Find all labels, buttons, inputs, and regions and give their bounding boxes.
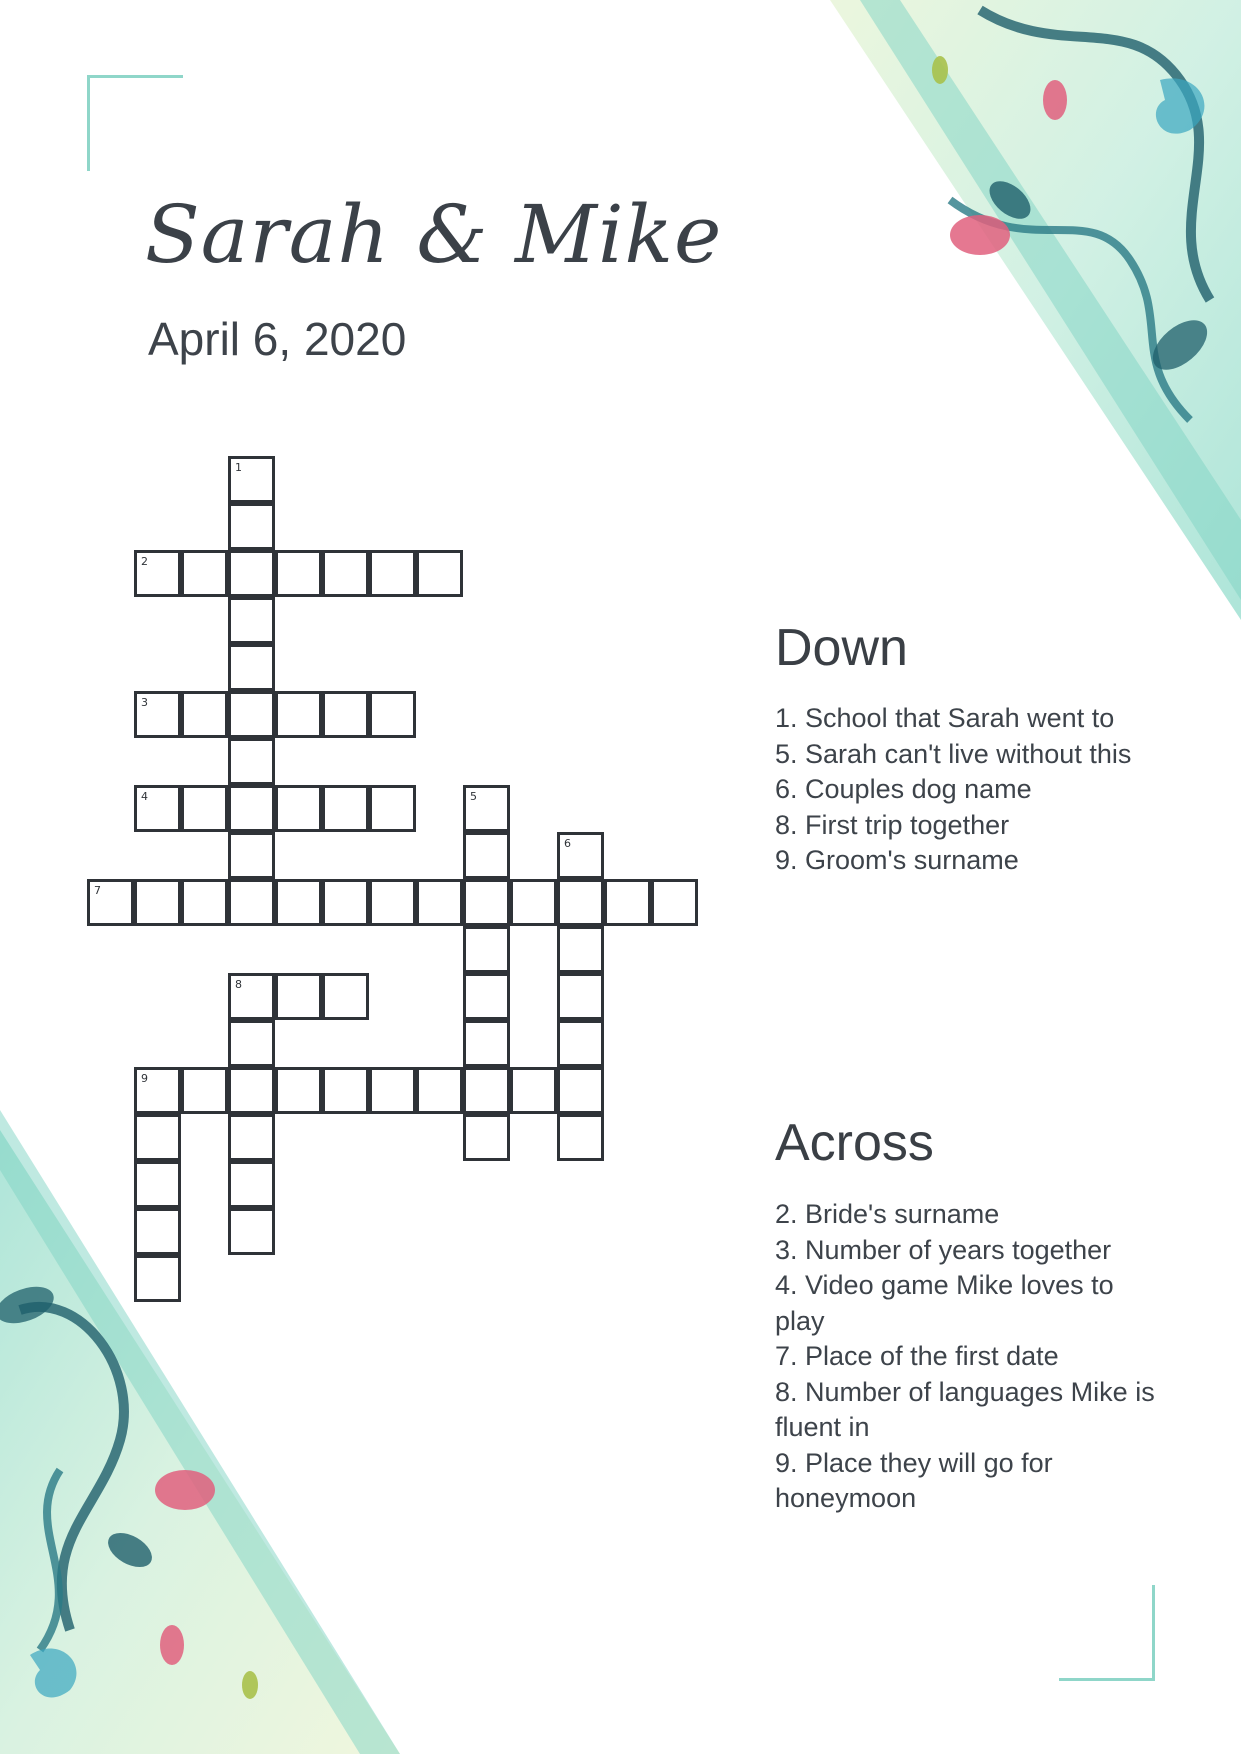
crossword-cell[interactable] <box>228 1208 275 1255</box>
crossword-cell[interactable] <box>228 456 275 503</box>
cell-number: 8 <box>235 978 242 991</box>
crossword-cell[interactable] <box>228 832 275 879</box>
crossword-cell[interactable] <box>557 879 604 926</box>
crossword-cell[interactable] <box>369 691 416 738</box>
across-clues-heading: Across <box>775 1114 934 1172</box>
crossword-cell[interactable] <box>134 1255 181 1302</box>
across-clue: 4. Video game Mike loves to play <box>775 1270 1114 1336</box>
wedding-date: April 6, 2020 <box>148 313 407 365</box>
cell-number: 2 <box>141 555 148 568</box>
crossword-cell[interactable] <box>510 879 557 926</box>
crossword-cell[interactable] <box>416 879 463 926</box>
crossword-cell[interactable] <box>134 691 181 738</box>
crossword-cell[interactable] <box>228 973 275 1020</box>
crossword-cell[interactable] <box>228 597 275 644</box>
crossword-cell[interactable] <box>228 1114 275 1161</box>
crossword-cell[interactable] <box>134 1208 181 1255</box>
crossword-cell[interactable] <box>134 1161 181 1208</box>
across-clue: 2. Bride's surname <box>775 1199 1000 1229</box>
couple-names-title: Sarah & Mike <box>145 188 723 281</box>
down-clues-heading: Down <box>775 619 908 677</box>
crossword-cell[interactable] <box>557 926 604 973</box>
cell-number: 5 <box>470 790 477 803</box>
across-clue: 3. Number of years together <box>775 1234 1112 1265</box>
crossword-cell[interactable] <box>275 879 322 926</box>
crossword-cell[interactable] <box>322 550 369 597</box>
crossword-cell[interactable] <box>134 879 181 926</box>
crossword-cell[interactable] <box>228 785 275 832</box>
crossword-cell[interactable] <box>322 973 369 1020</box>
crossword-cell[interactable] <box>416 550 463 597</box>
crossword-cell[interactable] <box>463 832 510 879</box>
across-clue: 8. Number of languages Mike is fluent in <box>775 1376 1155 1442</box>
crossword-cell[interactable] <box>322 879 369 926</box>
crossword-cell[interactable] <box>228 644 275 691</box>
crossword-cell[interactable] <box>228 879 275 926</box>
crossword-cell[interactable] <box>228 1067 275 1114</box>
crossword-cell[interactable] <box>275 973 322 1020</box>
across-clues-list <box>775 1197 1155 1517</box>
crossword-cell[interactable] <box>228 1161 275 1208</box>
cell-number: 9 <box>141 1072 148 1085</box>
crossword-cell[interactable] <box>416 1067 463 1114</box>
down-clue: 1. School that Sarah went to <box>775 703 1115 733</box>
crossword-cell[interactable] <box>463 973 510 1020</box>
crossword-cell[interactable] <box>369 879 416 926</box>
crossword-cell[interactable] <box>369 785 416 832</box>
crossword-cell[interactable] <box>87 879 134 926</box>
crossword-cell[interactable] <box>463 1020 510 1067</box>
crossword-cell[interactable] <box>181 879 228 926</box>
crossword-cell[interactable] <box>275 1067 322 1114</box>
crossword-cell[interactable] <box>228 738 275 785</box>
floral-decoration-top-right <box>830 0 1241 640</box>
crossword-cell[interactable] <box>557 832 604 879</box>
crossword-cell[interactable] <box>463 926 510 973</box>
corner-frame-bottom-right <box>1059 1585 1155 1681</box>
down-clue: 5. Sarah can't live without this <box>775 738 1132 769</box>
across-clue: 7. Place of the first date <box>775 1341 1059 1371</box>
crossword-cell[interactable] <box>463 1114 510 1161</box>
down-clue: 9. Groom's surname <box>775 845 1019 875</box>
crossword-cell[interactable] <box>463 1067 510 1114</box>
crossword-cell[interactable] <box>275 691 322 738</box>
crossword-cell[interactable] <box>181 550 228 597</box>
crossword-cell[interactable] <box>228 1020 275 1067</box>
cell-number: 3 <box>141 696 148 709</box>
corner-frame-top-left <box>87 75 183 171</box>
crossword-cell[interactable] <box>228 550 275 597</box>
crossword-cell[interactable] <box>134 785 181 832</box>
crossword-cell[interactable] <box>134 550 181 597</box>
cell-number: 6 <box>564 837 571 850</box>
across-clue: 9. Place they will go for honeymoon <box>775 1447 1053 1513</box>
crossword-cell[interactable] <box>651 879 698 926</box>
floral-decoration-bottom-left <box>0 1110 420 1754</box>
crossword-cell[interactable] <box>228 691 275 738</box>
crossword-cell[interactable] <box>322 785 369 832</box>
crossword-cell[interactable] <box>181 785 228 832</box>
crossword-cell[interactable] <box>369 550 416 597</box>
down-clue: 8. First trip together <box>775 809 1010 840</box>
crossword-cell[interactable] <box>463 879 510 926</box>
crossword-cell[interactable] <box>557 1067 604 1114</box>
crossword-cell[interactable] <box>181 1067 228 1114</box>
crossword-cell[interactable] <box>134 1067 181 1114</box>
crossword-cell[interactable] <box>557 1020 604 1067</box>
crossword-cell[interactable] <box>275 785 322 832</box>
crossword-cell[interactable] <box>275 550 322 597</box>
down-clues-list <box>775 701 1155 879</box>
crossword-cell[interactable] <box>510 1067 557 1114</box>
crossword-cell[interactable] <box>181 691 228 738</box>
crossword-cell[interactable] <box>557 973 604 1020</box>
crossword-cell[interactable] <box>369 1067 416 1114</box>
crossword-cell[interactable] <box>604 879 651 926</box>
crossword-cell[interactable] <box>134 1114 181 1161</box>
crossword-cell[interactable] <box>557 1114 604 1161</box>
cell-number: 4 <box>141 790 148 803</box>
crossword-cell[interactable] <box>322 1067 369 1114</box>
down-clue: 6. Couples dog name <box>775 774 1032 804</box>
crossword-cell[interactable] <box>463 785 510 832</box>
crossword-cell[interactable] <box>322 691 369 738</box>
cell-number: 1 <box>235 461 242 474</box>
cell-number: 7 <box>94 884 101 897</box>
crossword-cell[interactable] <box>228 503 275 550</box>
